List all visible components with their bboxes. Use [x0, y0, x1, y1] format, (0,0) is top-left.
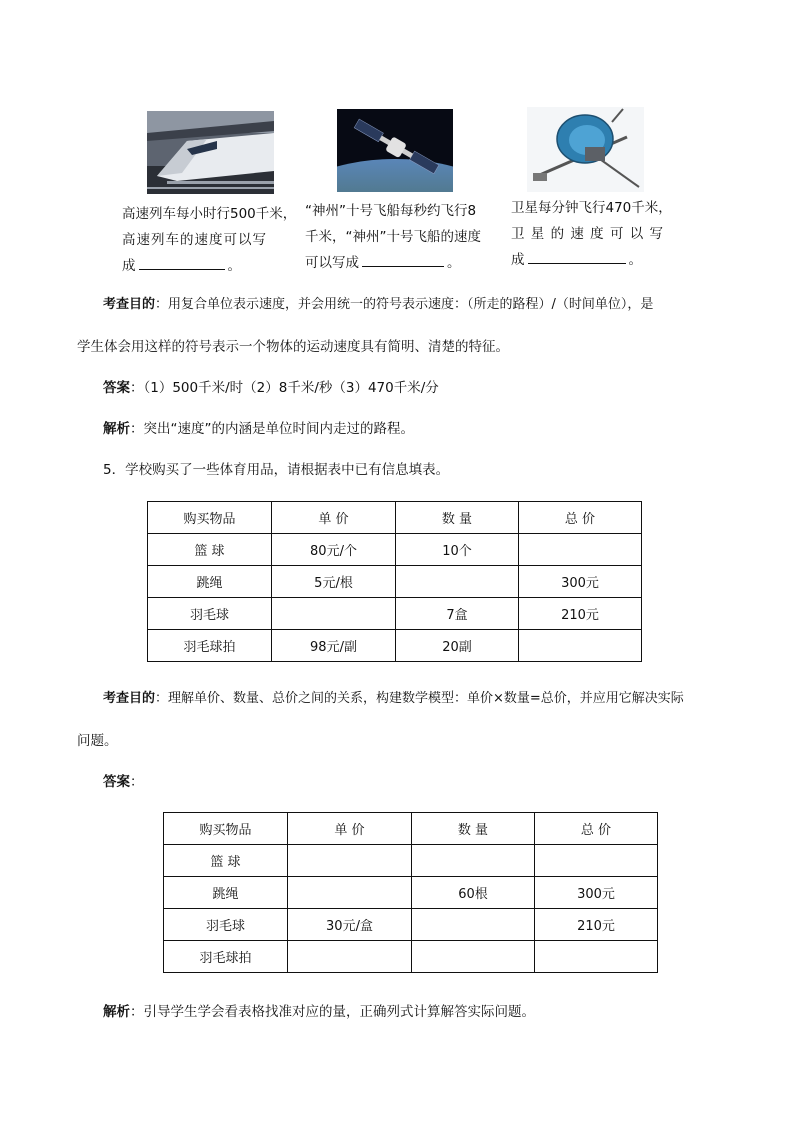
- caption-line: 可以写成: [305, 255, 359, 271]
- analysis-label: 解析: [103, 421, 130, 437]
- purpose-text: ：理解单价、数量、总价之间的关系，构建数学模型：单价×数量=总价，并应用它解决实际: [155, 691, 684, 706]
- answer-blank[interactable]: [362, 252, 444, 267]
- question-table: [147, 501, 642, 662]
- table-cell: [288, 877, 412, 909]
- table-header: 总 价: [519, 502, 642, 534]
- caption-suffix: 。: [628, 252, 642, 268]
- caption-line: 高速列车的速度可以写: [122, 232, 267, 248]
- table-cell[interactable]: [519, 630, 642, 662]
- table-cell: 羽毛球拍: [148, 630, 272, 662]
- caption-line: 高速列车每小时行500千米，: [122, 206, 297, 222]
- table-row: [148, 534, 642, 566]
- caption-line: 成: [122, 258, 136, 274]
- table-cell: 羽毛球: [164, 909, 288, 941]
- caption-suffix: 。: [447, 255, 461, 271]
- table-cell: [412, 845, 535, 877]
- caption-line: 千米，“神州”十号飞船的速度: [305, 229, 481, 245]
- answer-table: [163, 812, 658, 973]
- q5-title: 5．学校购买了一些体育用品，请根据表中已有信息填表。: [103, 462, 450, 478]
- answer-text: ：（1）500千米/时（2）8千米/秒（3）470千米/分: [130, 380, 439, 396]
- table-cell[interactable]: [396, 566, 519, 598]
- table-cell: [535, 845, 658, 877]
- table-row: [164, 941, 658, 973]
- table-cell: 98元/副: [272, 630, 396, 662]
- caption-suffix: 。: [227, 258, 241, 274]
- q5-analysis: [103, 1002, 535, 1022]
- table-cell: 5元/根: [272, 566, 396, 598]
- table-cell: 7盒: [396, 598, 519, 630]
- q4-answer: [103, 378, 439, 398]
- q4-purpose: [103, 295, 653, 315]
- analysis-text: ：引导学生学会看表格找准对应的量，正确列式计算解答实际问题。: [130, 1004, 535, 1020]
- table-row: [164, 877, 658, 909]
- table-header: 总 价: [535, 813, 658, 845]
- analysis-text: ：突出“速度”的内涵是单位时间内走过的路程。: [130, 421, 414, 437]
- table-cell: 跳绳: [148, 566, 272, 598]
- caption-line: 成: [511, 252, 525, 268]
- table-cell: 篮 球: [164, 845, 288, 877]
- caption-satellite: [511, 195, 672, 273]
- table-row: [148, 598, 642, 630]
- satellite-image: [527, 107, 644, 192]
- table-cell: [412, 909, 535, 941]
- q5-answer: [103, 772, 144, 792]
- q5-purpose-cont: 问题。: [77, 733, 118, 749]
- answer-label: 答案: [103, 774, 130, 790]
- table-cell: 300元: [535, 877, 658, 909]
- shenzhou-spacecraft-image: [337, 109, 453, 192]
- purpose-label: 考查目的: [103, 297, 156, 312]
- table-cell: 300元: [519, 566, 642, 598]
- caption-line: 卫 星 的 速 度 可 以 写: [511, 226, 665, 242]
- table-cell[interactable]: [519, 534, 642, 566]
- table-header: 购买物品: [164, 813, 288, 845]
- q4-analysis: [103, 419, 414, 439]
- table-cell: 60根: [412, 877, 535, 909]
- table-cell: 30元/盒: [288, 909, 412, 941]
- table-row: [148, 630, 642, 662]
- q4-purpose-cont: 学生体会用这样的符号表示一个物体的运动速度具有简明、清楚的特征。: [77, 339, 509, 355]
- caption-spacecraft: [305, 198, 481, 276]
- table-row: [164, 845, 658, 877]
- table-header: 购买物品: [148, 502, 272, 534]
- caption-line: “神州”十号飞船每秒约飞行8: [305, 203, 477, 219]
- caption-line: 卫星每分钟飞行470千米，: [511, 200, 672, 216]
- purpose-text: ：用复合单位表示速度，并会用统一的符号表示速度：（所走的路程）/（时间单位），是: [155, 297, 654, 312]
- answer-blank[interactable]: [528, 249, 626, 264]
- table-cell: [288, 845, 412, 877]
- analysis-label: 解析: [103, 1004, 130, 1020]
- table-header: 数 量: [412, 813, 535, 845]
- caption-train: [122, 201, 296, 279]
- table-cell: 篮 球: [148, 534, 272, 566]
- answer-blank[interactable]: [139, 255, 225, 270]
- table-cell[interactable]: [272, 598, 396, 630]
- table-row: [164, 909, 658, 941]
- purpose-label: 考查目的: [103, 691, 156, 706]
- table-cell: 80元/个: [272, 534, 396, 566]
- table-cell: [412, 941, 535, 973]
- answer-suffix: ：: [130, 774, 144, 790]
- table-row: [148, 566, 642, 598]
- table-cell: 210元: [519, 598, 642, 630]
- table-header-row: [164, 813, 658, 845]
- table-header: 单 价: [272, 502, 396, 534]
- table-cell: [535, 941, 658, 973]
- table-cell: [288, 941, 412, 973]
- high-speed-train-image: [147, 111, 274, 194]
- table-cell: 羽毛球拍: [164, 941, 288, 973]
- table-cell: 跳绳: [164, 877, 288, 909]
- table-header: 单 价: [288, 813, 412, 845]
- table-header: 数 量: [396, 502, 519, 534]
- table-cell: 羽毛球: [148, 598, 272, 630]
- answer-label: 答案: [103, 380, 130, 396]
- table-cell: 210元: [535, 909, 658, 941]
- table-header-row: [148, 502, 642, 534]
- q5-purpose: [103, 689, 684, 709]
- table-cell: 20副: [396, 630, 519, 662]
- table-cell: 10个: [396, 534, 519, 566]
